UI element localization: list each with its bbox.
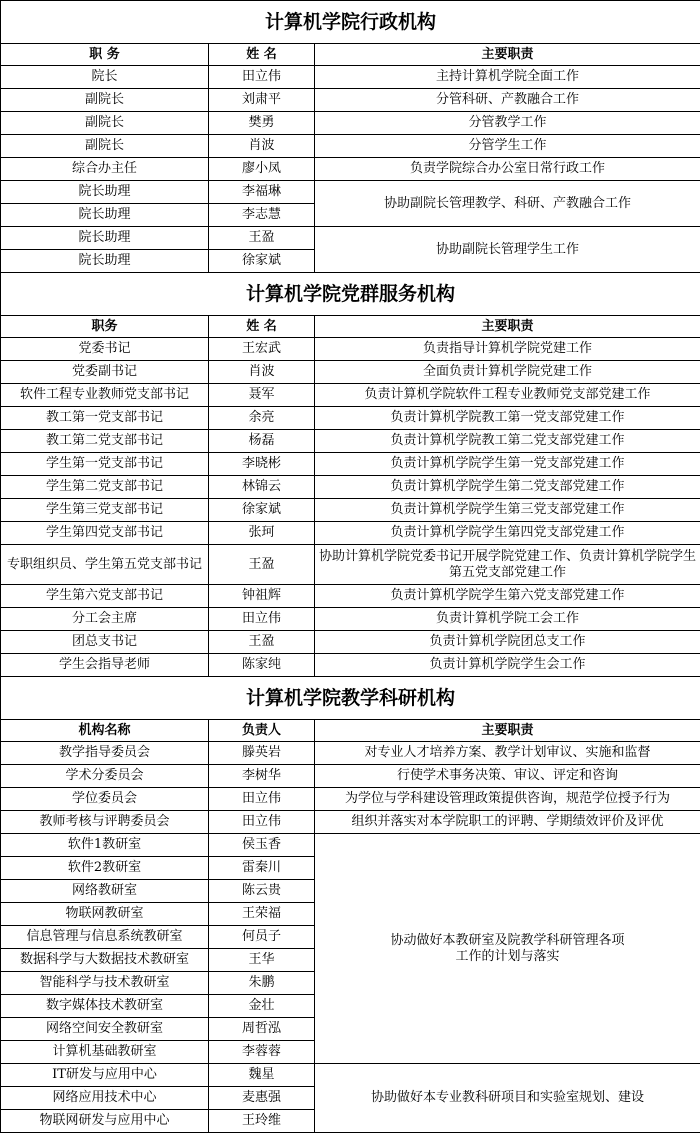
org-cell: 教师考核与评聘委员会 [1, 811, 209, 834]
name-cell: 金壮 [209, 995, 315, 1018]
name-cell: 钟祖辉 [209, 585, 315, 608]
header-position: 职务 [1, 316, 209, 338]
org-cell: 学位委员会 [1, 788, 209, 811]
duty-cell: 负责计算机学院软件工程专业教师党支部党建工作 [315, 384, 700, 407]
header-duty: 主要职责 [315, 44, 700, 66]
table-row [1, 522, 700, 545]
duty-cell: 负责计算机学院团总支工作 [315, 631, 700, 654]
org-cell: 计算机基础教研室 [1, 1041, 209, 1064]
header-row [1, 720, 700, 742]
table-row [1, 407, 700, 430]
teaching-title: 计算机学院教学科研机构 [1, 677, 700, 720]
table-row [1, 89, 700, 112]
header-name: 姓 名 [209, 44, 315, 66]
name-cell: 聂军 [209, 384, 315, 407]
duty-cell: 负责计算机学院学生第一党支部党建工作 [315, 453, 700, 476]
name-cell: 徐家斌 [209, 250, 315, 273]
org-cell: 物联网教研室 [1, 903, 209, 926]
position-cell: 副院长 [1, 135, 209, 158]
org-cell: 网络教研室 [1, 880, 209, 903]
header-org-name: 机构名称 [1, 720, 209, 742]
table-row [1, 499, 700, 522]
name-cell: 李志慧 [209, 204, 315, 227]
name-cell: 王宏武 [209, 338, 315, 361]
org-cell: 数据科学与大数据技术教研室 [1, 949, 209, 972]
table-row [1, 608, 700, 631]
header-row [1, 44, 700, 66]
table-row [1, 788, 700, 811]
table-row [1, 631, 700, 654]
org-cell: 信息管理与信息系统教研室 [1, 926, 209, 949]
name-cell: 麦惠强 [209, 1087, 315, 1110]
name-cell: 雷秦川 [209, 857, 315, 880]
table-row [1, 765, 700, 788]
position-cell: 学生会指导老师 [1, 654, 209, 677]
position-cell: 团总支书记 [1, 631, 209, 654]
section-title-row [1, 1, 700, 44]
position-cell: 学生第一党支部书记 [1, 453, 209, 476]
org-cell: 网络应用技术中心 [1, 1087, 209, 1110]
duty-cell: 为学位与学科建设管理政策提供咨询，规范学位授予行为 [315, 788, 700, 811]
org-cell: 数字媒体技术教研室 [1, 995, 209, 1018]
org-cell: 软件2教研室 [1, 857, 209, 880]
header-name: 姓 名 [209, 316, 315, 338]
name-cell: 徐家斌 [209, 499, 315, 522]
name-cell: 王盈 [209, 631, 315, 654]
table-row [1, 476, 700, 499]
name-cell: 李蓉蓉 [209, 1041, 315, 1064]
org-cell: 软件1教研室 [1, 834, 209, 857]
org-cell: 网络空间安全教研室 [1, 1018, 209, 1041]
name-cell: 陈家纯 [209, 654, 315, 677]
position-cell: 党委书记 [1, 338, 209, 361]
table-row [1, 1064, 700, 1087]
duty-cell: 负责计算机学院学生第二党支部党建工作 [315, 476, 700, 499]
duty-cell: 负责指导计算机学院党建工作 [315, 338, 700, 361]
duty-cell: 协助副院长管理学生工作 [315, 227, 700, 273]
duty-cell: 对专业人才培养方案、教学计划审议、实施和监督 [315, 742, 700, 765]
name-cell: 王荣福 [209, 903, 315, 926]
duty-cell: 分管科研、产教融合工作 [315, 89, 700, 112]
name-cell: 侯玉香 [209, 834, 315, 857]
table-row [1, 112, 700, 135]
position-cell: 学生第四党支部书记 [1, 522, 209, 545]
table-row [1, 545, 700, 585]
position-cell: 院长助理 [1, 181, 209, 204]
name-cell: 王华 [209, 949, 315, 972]
duty-cell: 负责计算机学院学生第四党支部党建工作 [315, 522, 700, 545]
header-row [1, 316, 700, 338]
position-cell: 学生第六党支部书记 [1, 585, 209, 608]
table-row [1, 742, 700, 765]
duty-cell: 负责计算机学院学生第六党支部党建工作 [315, 585, 700, 608]
name-cell: 何员子 [209, 926, 315, 949]
name-cell: 周哲泓 [209, 1018, 315, 1041]
name-cell: 廖小凤 [209, 158, 315, 181]
duty-cell: 行使学术事务决策、审议、评定和咨询 [315, 765, 700, 788]
name-cell: 滕英岩 [209, 742, 315, 765]
duty-cell [315, 834, 700, 1064]
name-cell: 王盈 [209, 227, 315, 250]
table-row [1, 654, 700, 677]
org-cell: IT研发与应用中心 [1, 1064, 209, 1087]
duty-cell: 协助做好本专业教科研项目和实验室规划、建设 [315, 1064, 700, 1133]
name-cell: 李福琳 [209, 181, 315, 204]
section-title-row [1, 677, 700, 720]
position-cell: 院长助理 [1, 250, 209, 273]
table-row [1, 158, 700, 181]
section-title-row [1, 273, 700, 316]
duty-cell: 负责学院综合办公室日常行政工作 [315, 158, 700, 181]
duty-cell: 负责计算机学院教工第一党支部党建工作 [315, 407, 700, 430]
duty-cell: 组织并落实对本学院职工的评聘、学期绩效评价及评优 [315, 811, 700, 834]
name-cell: 田立伟 [209, 788, 315, 811]
duty-cell: 协助副院长管理教学、科研、产教融合工作 [315, 181, 700, 227]
org-cell: 教学指导委员会 [1, 742, 209, 765]
table-row [1, 384, 700, 407]
name-cell: 刘肃平 [209, 89, 315, 112]
duty-cell: 负责计算机学院学生会工作 [315, 654, 700, 677]
duty-cell: 负责计算机学院学生第三党支部党建工作 [315, 499, 700, 522]
org-cell: 学术分委员会 [1, 765, 209, 788]
position-cell: 学生第三党支部书记 [1, 499, 209, 522]
table-row [1, 181, 700, 204]
position-cell: 副院长 [1, 112, 209, 135]
duty-cell: 负责计算机学院教工第二党支部党建工作 [315, 430, 700, 453]
name-cell: 余亮 [209, 407, 315, 430]
table-row [1, 453, 700, 476]
name-cell: 李树华 [209, 765, 315, 788]
name-cell: 王盈 [209, 545, 315, 585]
org-cell: 物联网研发与应用中心 [1, 1110, 209, 1133]
header-duty: 主要职责 [315, 720, 700, 742]
position-cell: 学生第二党支部书记 [1, 476, 209, 499]
position-cell: 院长 [1, 66, 209, 89]
duty-cell: 全面负责计算机学院党建工作 [315, 361, 700, 384]
duty-cell: 分管教学工作 [315, 112, 700, 135]
table-row [1, 361, 700, 384]
name-cell: 林锦云 [209, 476, 315, 499]
duty-text: 协动做好本教研室及院教学科研管理各项工作的计划与落实 [388, 933, 628, 965]
header-leader: 负责人 [209, 720, 315, 742]
position-cell: 副院长 [1, 89, 209, 112]
duty-cell: 负责计算机学院工会工作 [315, 608, 700, 631]
position-cell: 分工会主席 [1, 608, 209, 631]
name-cell: 田立伟 [209, 811, 315, 834]
name-cell: 张珂 [209, 522, 315, 545]
name-cell: 田立伟 [209, 608, 315, 631]
table-row [1, 66, 700, 89]
table-row [1, 585, 700, 608]
admin-title: 计算机学院行政机构 [1, 1, 700, 44]
name-cell: 李晓彬 [209, 453, 315, 476]
name-cell: 田立伟 [209, 66, 315, 89]
table-row [1, 811, 700, 834]
name-cell: 陈云贵 [209, 880, 315, 903]
position-cell: 综合办主任 [1, 158, 209, 181]
duty-cell: 协助计算机学院党委书记开展学院党建工作、负责计算机学院学生第五党支部党建工作 [315, 545, 700, 585]
name-cell: 王玲维 [209, 1110, 315, 1133]
position-cell: 教工第一党支部书记 [1, 407, 209, 430]
table-row [1, 338, 700, 361]
party-title: 计算机学院党群服务机构 [1, 273, 700, 316]
name-cell: 朱鹏 [209, 972, 315, 995]
table-row [1, 227, 700, 250]
table-row [1, 430, 700, 453]
position-cell: 软件工程专业教师党支部书记 [1, 384, 209, 407]
name-cell: 杨磊 [209, 430, 315, 453]
duty-cell: 主持计算机学院全面工作 [315, 66, 700, 89]
name-cell: 樊勇 [209, 112, 315, 135]
name-cell: 肖波 [209, 361, 315, 384]
table-row [1, 135, 700, 158]
name-cell: 肖波 [209, 135, 315, 158]
org-cell: 智能科学与技术教研室 [1, 972, 209, 995]
position-cell: 党委副书记 [1, 361, 209, 384]
duty-cell: 分管学生工作 [315, 135, 700, 158]
position-cell: 专职组织员、学生第五党支部书记 [1, 545, 209, 585]
table-row [1, 834, 700, 857]
position-cell: 院长助理 [1, 227, 209, 250]
position-cell: 教工第二党支部书记 [1, 430, 209, 453]
position-cell: 院长助理 [1, 204, 209, 227]
name-cell: 魏星 [209, 1064, 315, 1087]
header-duty: 主要职责 [315, 316, 700, 338]
header-position: 职 务 [1, 44, 209, 66]
